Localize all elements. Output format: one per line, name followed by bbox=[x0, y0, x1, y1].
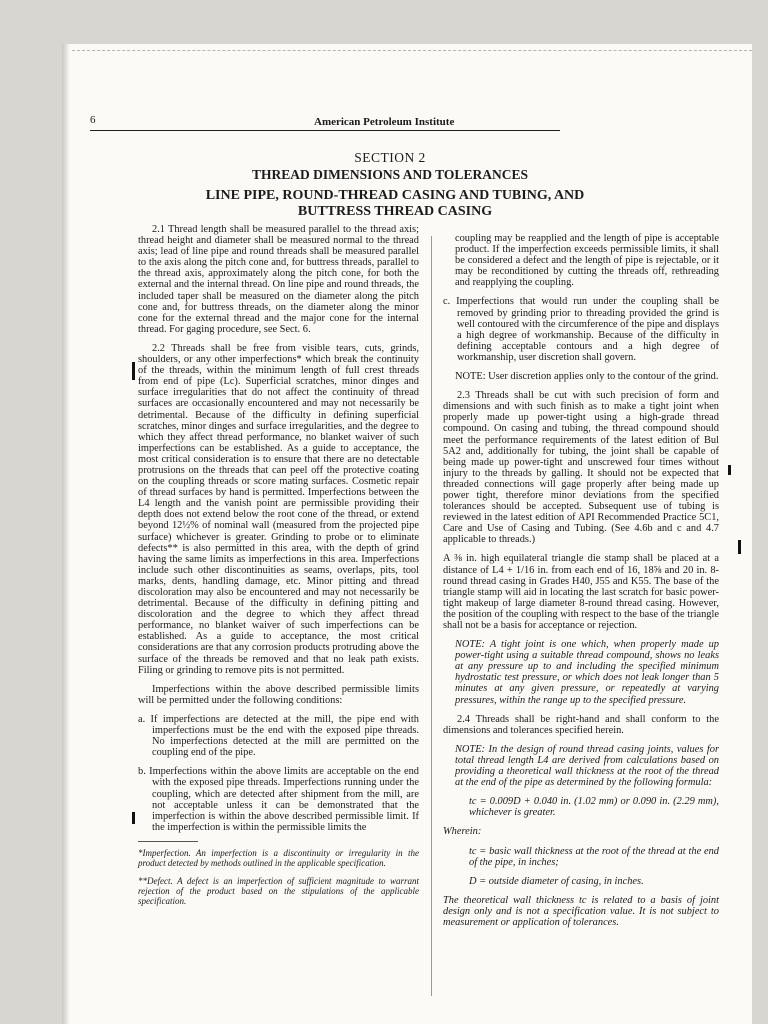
footnote-defect: **Defect. A defect is an imperfection of sufficient magnitude to warrant rejection of the product based on the stipulations of the applicable specification. bbox=[138, 875, 419, 906]
list-item-b: b. Imperfections within the above limits are acceptable on the end with the exposed pipe threads. Imperfections running under the coupling, which are detected after shipment from the mill, are not acceptable unless it can be demonstrated that the imperfection is within the above described permissible limit. If the imperfection is within the permissible limits the bbox=[138, 766, 419, 833]
top-edge-line bbox=[72, 50, 752, 51]
page-number: 6 bbox=[90, 114, 96, 126]
footnote-rule bbox=[138, 841, 198, 842]
page-binding-edge bbox=[62, 44, 70, 1024]
section-number: SECTION 2 bbox=[354, 150, 426, 165]
paragraph-limits: Imperfections within the above described permissible limits will be permitted under the following conditions: bbox=[138, 683, 419, 706]
change-bar-2-2 bbox=[132, 362, 135, 380]
left-column bbox=[138, 224, 419, 914]
paragraph-2-3: 2.3 Threads shall be cut with such precision of form and dimensions and with such finish as to make a tight joint when properly made up power-tight using a high-grade thread compound. On casing and tubing, the thread compound should meet the performance requirements of the latest edition of Bul 5A2 and, additionally for tubing, the joint shall be capable of being made up power-tight and unscrewed four times without injury to the threads by galling. It should not be expected that threaded connections will gage properly after being made up power tight, therefore minor deviations from the specified tolerances should be accepted. Subsequent use of tubing is reviewed in the latest edition of API Recommended Practice 5C1, Care and Use of Casing and Tubing. (See 4.6b and c and 4.7 applicable to threads.) bbox=[443, 390, 719, 546]
change-bar-2-3 bbox=[728, 465, 731, 475]
subtitle-line-2: BUTTRESS THREAD CASING bbox=[297, 204, 493, 219]
list-item-a: a. If imperfections are detected at the mill, the pipe end with imperfections must be the end with the exposed pipe threads. No imperfections detected at the mill are permitted on the coupling end of the pipe. bbox=[138, 713, 419, 759]
note-tight-joint: NOTE: A tight joint is one which, when properly made up power-tight using a suitable thread compound, shows no leaks at any pressure up to and including the specified minimum hydrostatic test pressure, or which does not leak longer than 5 minutes at any given pressure, or repeatedly at varying pressures, within the range up to the specified pressure. bbox=[455, 639, 719, 706]
note-thread-design: NOTE: In the design of round thread casing joints, values for total thread length L4 are derived from calculations based on providing a theoretical wall thickness at the root of the thread at the end of the pipe as determined by the following formula: bbox=[455, 743, 719, 789]
column-divider bbox=[431, 236, 432, 996]
wherein-label: Wherein: bbox=[443, 826, 482, 838]
list-item-c: c. Imperfections that would run under the coupling shall be removed by grinding prior to threading provided the grind is well contoured with the circumference of the pipe and displays a high degree of workmanship. Because of the difficulty in defining acceptable contours and a high degree of workmanship, user discretion shall govern. bbox=[443, 296, 719, 363]
paragraph-2-2: 2.2 Threads shall be free from visible tears, cuts, grinds, shoulders, or any other imperfections* which break the continuity of the threads, within the minimum length of full crest threads from end of pipe (Lc). Superficial scratches, minor dinges and surface irregularities that do not affect the continuity of thread surfaces are occasionally encountered and may not necessarily be detrimental. Because of the difficulty in defining superficial scratches, minor dinges and surface irregularities, and the degree to which they affect thread performance, no blanket waiver of such imperfections can be established. As a guide to acceptance, the most critical consideration is to ensure that there are no detectable protrusions on the threads that can peel off the protective coating on the coupling threads or score mating surfaces. Cosmetic repair of thread surfaces by hand is permitted. Imperfections between the L4 length and the vanish point are permissible providing their depth does not extend below the root cone of the thread, or extend beyond 12½% of nominal wall (measured from the projected pipe surface) whichever is greater. Grinding to probe or to eliminate defects** is also permitted in this area, with the depth of grind having the same limits as imperfections in this area. Imperfections include such other discontinuities as seams, overlaps, pits, tool marks, dents, handling damage, etc. Minor pitting and thread discoloration may also be encountered and may not necessarily be detrimental. Because of the difficulty in defining pitting and discoloration and the degree to which they affect thread performance, no blanket waiver of such imperfections can be established. As a guide to acceptance, the most critical considerations are that any corrosion products protruding above the surface of the threads be removed and that no leak path exists. Filing or grinding to remove pits is not permitted. bbox=[138, 342, 419, 676]
running-header bbox=[90, 114, 560, 131]
footnote-imperfection: *Imperfection. An imperfection is a discontinuity or irregularity in the product detected by methods outlined in the applicable specification. bbox=[138, 847, 419, 868]
subtitle-line-1: LINE PIPE, ROUND-THREAD CASING AND TUBING, AND bbox=[205, 188, 585, 203]
section-heading bbox=[210, 150, 570, 183]
section-title: THREAD DIMENSIONS AND TOLERANCES bbox=[252, 167, 528, 182]
paragraph-die-stamp: A ⅜ in. high equilateral triangle die stamp shall be placed at a distance of L4 + 1/16 in. from each end of 16, 18⅝ and 20 in. 8-round thread casing in Grades H40, J55 and K55. The base of the triangle stamp will aid in locating the last scratch for basic power-tight makeup of large diameter 8-round thread casing. However, the position of the coupling with respect to the base of the triangle shall not be a basis for acceptance or rejection. bbox=[443, 553, 719, 631]
closing-paragraph: The theoretical wall thickness tc is related to a basis of joint design only and is not a specification value. It is not subject to measurement or application of tolerances. bbox=[443, 894, 719, 928]
list-item-b-continued: coupling may be reapplied and the length of pipe is acceptable product. If the imperfection exceeds permissible limits, it shall be considered a defect and the length of pipe is rejectable, or it may be reconditioned by cutting the threads off, rethreading and reapplying the coupling. bbox=[455, 233, 719, 289]
definition-d: D = outside diameter of casing, in inches. bbox=[469, 875, 644, 887]
right-column bbox=[443, 233, 719, 936]
paragraph-2-1: 2.1 Thread length shall be measured parallel to the thread axis; thread height and diameter shall be measured normal to the thread axis; lead of line pipe and round threads shall be measured parallel to the axis along the pitch cone and, for buttress threads, parallel to the thread axis, approximately along the pitch cone, for both the external and the internal thread. On line pipe and round threads, the included taper shall be measured on the diameter along the pitch cone and, for buttress threads, on the diameter along the minor cone for the external thread and the major cone for the internal thread. For gaging procedure, see Sect. 6. bbox=[138, 224, 419, 335]
change-bar-item-a bbox=[132, 812, 135, 824]
header-organization: American Petroleum Institute bbox=[314, 116, 455, 128]
section-subtitle bbox=[200, 188, 590, 220]
note-user-discretion: NOTE: User discretion applies only to the contour of the grind. bbox=[455, 371, 719, 383]
paragraph-2-4: 2.4 Threads shall be right-hand and shall conform to the dimensions and tolerances specified herein. bbox=[443, 713, 719, 736]
formula-wall-thickness: tc = 0.009D + 0.040 in. (1.02 mm) or 0.090 in. (2.29 mm), whichever is greater. bbox=[469, 796, 719, 819]
definition-tc: tc = basic wall thickness at the root of the thread at the end of the pipe, in inches; bbox=[469, 845, 719, 868]
change-bar-2-3b bbox=[738, 540, 741, 554]
